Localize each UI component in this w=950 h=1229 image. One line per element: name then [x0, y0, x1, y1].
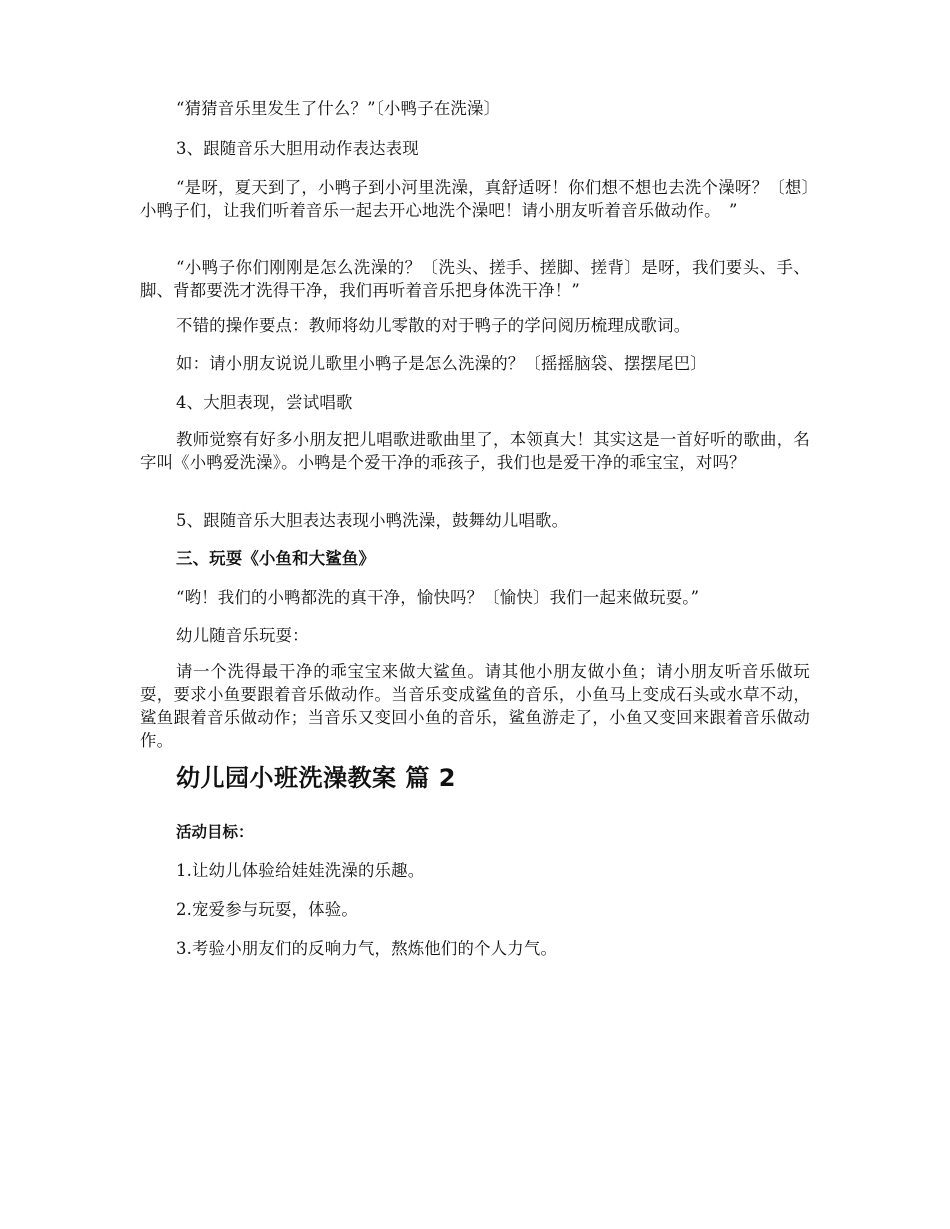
- paragraph-example: 如：请小朋友说说儿歌里小鸭子是怎么洗澡的？〔摇摇脑袋、摆摆尾巴〕: [176, 354, 707, 373]
- goal-item: 3.考验小朋友们的反响力气，熬炼他们的个人力气。: [176, 939, 558, 958]
- paragraph-guess-music: “猜猜音乐里发生了什么？”〔小鸭子在洗澡〕: [176, 99, 501, 118]
- section-3-title: 三、玩耍《小鱼和大鲨鱼》: [176, 549, 376, 568]
- paragraph-shark-game: 请一个洗得最干净的乖宝宝来做大鲨鱼。请其他小朋友做小鱼；请小朋友听音乐做玩耍，要求小鱼要跟着音乐做动作。当音乐变成鲨鱼的音乐，小鱼马上变成石头或水草不动，鲨鱼跟着音乐做动作；当音乐又变回小鱼的音乐，鲨鱼游走了，小鱼又变回来跟着音乐做动作。: [140, 662, 810, 750]
- section-2-heading: 幼儿园小班洗澡教案 篇 2: [176, 764, 456, 792]
- paragraph-summer-bath: “是呀，夏天到了，小鸭子到小河里洗澡，真舒适呀！你们想不想也去洗个澡呀？〔想〕小鸭子们，让我们听着音乐一起去开心地洗个澡吧！请小朋友听着音乐做动作。 ”: [140, 178, 810, 220]
- paragraph-teacher-notice: 教师觉察有好多小朋友把儿唱歌进歌曲里了，本领真大！其实这是一首好听的歌曲，名字叫《小鸭爱洗澡》。小鸭是个爱干净的乖孩子，我们也是爱干净的乖宝宝，对吗？: [140, 430, 810, 472]
- goal-item: 1.让幼儿体验给娃娃洗澡的乐趣。: [176, 861, 425, 880]
- step-3-heading: 3、跟随音乐大胆用动作表达表现: [176, 139, 419, 158]
- paragraph-play-music: 幼儿随音乐玩耍：: [176, 626, 309, 645]
- step-5-heading: 5、跟随音乐大胆表达表现小鸭洗澡，鼓舞幼儿唱歌。: [176, 511, 569, 530]
- paragraph-clean-ducks: “哟！我们的小鸭都洗的真干净，愉快吗？〔愉快〕我们一起来做玩耍。”: [176, 588, 700, 607]
- goal-item: 2.宠爱参与玩耍，体验。: [176, 900, 358, 919]
- goals-title: 活动目标：: [176, 823, 254, 841]
- paragraph-key-points: 不错的操作要点：教师将幼儿零散的对于鸭子的学问阅历梳理成歌词。: [176, 316, 691, 335]
- step-4-heading: 4、大胆表现，尝试唱歌: [176, 393, 353, 412]
- paragraph-how-bathe: “小鸭子你们刚刚是怎么洗澡的？〔洗头、搓手、搓脚、搓背〕是呀，我们要头、手、脚、背都要洗才洗得干净，我们再听着音乐把身体洗干净！”: [140, 258, 810, 300]
